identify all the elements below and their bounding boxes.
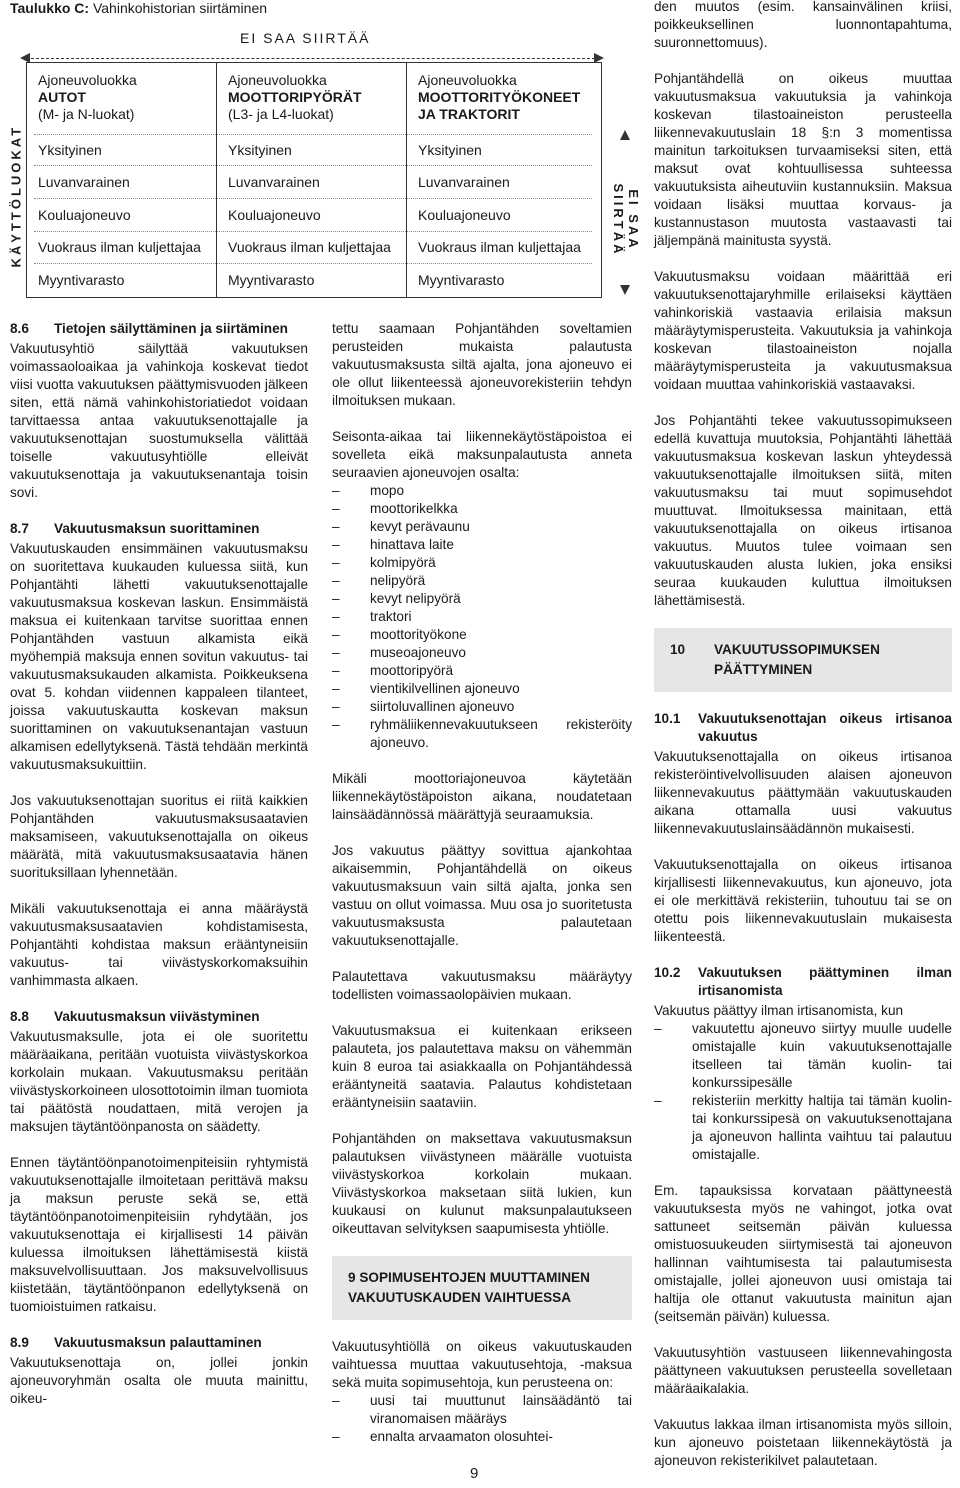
list-item: – ryhmäliikennevakuutukseen rekisteröity ajoneuvo.	[332, 717, 632, 750]
paragraph: Em. tapauksissa korvataan päättyneestä vakuutuksesta myös ne vahingot, jotka ovat sattuneet seitsemän päivän kuluessa omistuosuukeuden siirtymisestä tai ajoneuvon hallinnan vaihtumisesta tai palautumisesta omistajalle, jollei ajoneuvon uusi omistaja tai haltija ole ottanut vakuutusta mainitun ajan (seitsemän päivän) kuluessa.	[654, 1183, 952, 1324]
paragraph: Ennen täytäntöönpanotoimenpiteisiin ryhtymistä vakuutuksenottajalle ilmoitetaan perittävä maksu ja maksun peruste sekä se, että täytäntöönpanotoimenpiteisiin ryhdytään, jos vakuutuksenottaja ei kirjallisesti 14 päivän kuluessa ilmoituksen lähettämisestä kiistä maksuvelvollisuuttaan. Jos maksuvelvollisuus kiistetään, täytäntöönpanon edellytyksenä on tuomioistuimen ratkaisu.	[10, 1155, 308, 1314]
paragraph: Jos Pohjantähti tekee vakuutussopimukseen edellä kuvattuja muutoksia, Pohjantähti lähettää vakuutusmaksua koskevan laskun yhteydessä vakuutuksenottajalle ilmoituksen siitä, miten vakuutusmaksu tai muut sopimusehdot muuttuvat. Ilmoituksessa mainitaan, että vakuutuksenottajalla on oikeus irtisanoa vakuutus. Muutos tulee voimaan sen vakuutuskauden alusta lukien, joka ensiksi seuraa kuukauden kuluttua ilmoituksen lähettämisestä.	[654, 413, 952, 608]
caption-prefix: Taulukko C:	[10, 0, 90, 16]
list-item: – siirtoluvallinen ajoneuvo	[332, 699, 515, 714]
paragraph: Vakuutuskauden ensimmäinen vakuutusmaksu on suoritettava kuukauden kuluessa siitä, kun Pohjantähti lähetti vakuutuksenottajalle vakuutusmaksua koskevan laskun. Ensimmäistä maksua ei kuitenkaan tarvitse suorittaa ennen Pohjantähden vastuun alkamista eikä myöhempiä maksuja ennen sovitun vakuutus- tai vakuutusmaksukauden alkamista. Poikkeuksena ovat 5. kohdan viidennen kappaleen tilanteet, joissa vakuutuskautta koskevan maksun suorittaminen on vakuutuksenantajan vastuun alkamisen edellytyksenä. Tästä tehdään merkintä vakuutusmaksukuittiin.	[10, 541, 308, 772]
list-item: – museoajoneuvo	[332, 645, 466, 660]
row-divider	[34, 134, 592, 135]
section-heading-8-9: 8.9 Vakuutusmaksun palauttaminen	[10, 1335, 262, 1350]
table-cell: Kouluajoneuvo	[418, 207, 511, 223]
paragraph: Vakuutuksenottajalla on oikeus irtisanoa kirjallisesti liikennevakuutus, kun ajoneuvo, jota ei ole merkittävä rekisteriin, tuhoutuu tai se on otettu pois liikennevakuutuslain mukaisesta liikenteestä.	[654, 857, 952, 944]
list-item: – traktori	[332, 609, 412, 624]
table-cell: Vuokraus ilman kuljettajaa	[38, 239, 201, 255]
table-cell: Yksityinen	[418, 142, 482, 158]
table-cell: Myyntivarasto	[418, 272, 505, 288]
list-item: – moottoripyörä	[332, 663, 454, 678]
change-grounds-list	[332, 1392, 632, 1446]
paragraph: Vakuutusmaksua ei kuitenkaan erikseen palauteta, jos palautettava maksu on vähemmän kuin 8 euroa tai asiakkaalla on Pohjantähdessä erääntyneitä saatavia. Palautus kohdistetaan erääntyneisiin saataviin.	[332, 1023, 632, 1110]
paragraph: Vakuutus lakkaa ilman irtisanomista myös silloin, kun ajoneuvo poistetaan liikennekäytöstä ja ajoneuvon rekisterikilvet palautetaan.	[654, 1417, 952, 1468]
arrow-down-icon	[620, 285, 630, 295]
paragraph: Mikäli moottoriajoneuvoa käytetään liikennekäytöstäpoiston aikana, noudatetaan lainsäädännössä määrättyjä seuraamuksia.	[332, 771, 632, 822]
paragraph: Vakuutusmaksu voidaan määrittää eri vakuutuksenottajaryhmille erilaiseksi käyttäen vahinkoriskiä vastaavia erilaisia maksun määräytymisperusteita. Vakuutuksia ja vahinkoja koskevan tilastoaineiston nojalla määräytymisperusteita ja vakuutusmaksua voidaan muuttaa vahinkoriskiä vastaavaksi.	[654, 269, 952, 392]
no-transfer-label-horizontal: EI SAA SIIRTÄÄ	[240, 30, 371, 46]
column-middle	[332, 320, 632, 1464]
list-item: – kevyt nelipyörä	[332, 591, 461, 606]
row-divider	[34, 165, 592, 166]
list-item: – moottorityökone	[332, 627, 467, 642]
list-item: – rekisteriin merkitty haltija tai tämän kuolin- tai konkurssipesä on vakuutuksenottajana ja ajoneuvon hallinta vaihtuu tai palautuu omistajalle.	[654, 1093, 952, 1162]
table-cell: Kouluajoneuvo	[228, 207, 321, 223]
arrow-up-icon	[620, 130, 630, 140]
table-cell: Vuokraus ilman kuljettajaa	[228, 239, 391, 255]
section-box-10: 10 VAKUUTUSSOPIMUKSEN PÄÄTTYMINEN	[654, 628, 952, 692]
excluded-vehicles-list	[332, 482, 632, 752]
table-cell: Luvanvarainen	[228, 174, 320, 190]
section-heading-10-1: 10.1 Vakuutuksenottajan oikeus irtisanoa vakuutus	[654, 711, 952, 744]
paragraph: Mikäli vakuutuksenottaja ei anna määräystä vakuutusmaksusaatavien kohdistamisesta, Pohjantähti kohdistaa maksun erääntyneisiin vakuutus- tai viivästyskorkomaksuihin vanhimmasta alkaen.	[10, 901, 308, 988]
paragraph: den muutos (esim. kansainvälinen kriisi, poikkeuksellinen luonnontapahtuma, suuronnettomuus).	[654, 0, 952, 50]
section-heading-8-6: 8.6 Tietojen säilyttäminen ja siirtäminen	[10, 321, 288, 336]
table-cell: Luvanvarainen	[38, 174, 130, 190]
paragraph: Vakuutuksenottaja on, jollei jonkin ajoneuvoryhmän osalta ole muuta mainittu, oikeu-	[10, 1355, 308, 1406]
section-heading-10-2: 10.2 Vakuutuksen päättyminen ilman irtisanomista	[654, 965, 952, 998]
table-cell: Yksityinen	[228, 142, 292, 158]
header-machines: Ajoneuvoluokka MOOTTORITYÖKONEET JA TRAKTORIT	[418, 72, 581, 122]
paragraph: Jos vakuutuksenottajan suoritus ei riitä kaikkien Pohjantähden vakuutusmaksusaatavien maksamiseen, vakuutuksenottajalla on oikeus määrätä, mitä vakuutusmaksusaatavia hänen suorituksillaan lyhennetään.	[10, 793, 308, 880]
table-cell: Luvanvarainen	[418, 174, 510, 190]
column-left	[10, 320, 308, 1426]
table-caption	[10, 0, 267, 16]
paragraph: Vakuutus päättyy ilman irtisanomista, kun	[654, 1003, 904, 1018]
page-number: 9	[470, 1465, 479, 1482]
list-item: – hinattava laite	[332, 537, 454, 552]
section-heading-8-7: 8.7 Vakuutusmaksun suorittaminen	[10, 521, 260, 536]
table-cell: Vuokraus ilman kuljettajaa	[418, 239, 581, 255]
section-box-9: 9 SOPIMUSEHTOJEN MUUTTAMINEN VAKUUTUSKAUDEN VAIHTUESSA	[332, 1256, 632, 1320]
paragraph: Vakuutusyhtiöllä on oikeus vakuutuskauden vaihtuessa muuttaa vakuutusehtoja, -maksua sekä muita sopimusehtoja, kun perusteena on:	[332, 1339, 632, 1390]
paragraph: tettu saamaan Pohjantähden soveltamien perusteiden mukaista palautusta vakuutusmaksusta siltä ajalta, jona ajoneuvo ei ole ollut liikenteessä ajoneuvorekisteriin tehdyn ilmoituksen mukaan.	[332, 321, 632, 408]
paragraph: Pohjantähdellä on oikeus muuttaa vakuutusmaksua vakuutuksia ja vahinkoja koskevan tilastoaineiston perusteella liikennevakuutuslain 18 §:n 3 momentissa mainitun tarkoituksen turvaamiseksi siten, että maksut ovat kohtuullisessa suhteessa vakuutuksista aiheutuviin kustannuksiin. Maksua voidaan lisäksi muuttaa korvaus- ja kustannustason muutosta vastaavasti tai jäljempänä mainitusta syystä.	[654, 71, 952, 248]
paragraph: Jos vakuutus päättyy sovittua ajankohtaa aikaisemmin, Pohjantähdellä on oikeus vakuutusmaksuun vain siltä ajalta, jonka sen vastuu on ollut voimassa. Muu osa jo suoritetusta vakuutusmaksusta palautetaan vakuutuksenottajalle.	[332, 843, 632, 948]
table-cell: Yksityinen	[38, 142, 102, 158]
table-cell: Kouluajoneuvo	[38, 207, 131, 223]
list-item: – moottorikelkka	[332, 501, 458, 516]
paragraph: Palautettava vakuutusmaksu määräytyy todellisten voimassaolopäivien mukaan.	[332, 969, 632, 1002]
list-item: – kolmipyörä	[332, 555, 436, 570]
caption-text: Vahinkohistorian siirtäminen	[89, 0, 268, 16]
header-motorcycles: Ajoneuvoluokka MOOTTORIPYÖRÄT (L3- ja L4-luokat)	[228, 72, 362, 122]
paragraph: Vakuutusyhtiö säilyttää vakuutuksen voimassaoloaikaa ja vahinkoja koskevat tiedot viisi vuotta vakuutuksen päättymisvuoden jälkeen siten, että nämä vahinkohistoriatiedot voidaan tarvittaessa antaa vakuutuksenottajalle ja vakuutuksenottajan suostumuksella välittää toiselle vakuutusyhtiölle elleivät vakuutuksenottaja ja vakuutuksenantaja toisin sovi.	[10, 341, 308, 500]
row-divider	[34, 263, 592, 264]
paragraph: Vakuutusyhtiön vastuuseen liikennevahingosta päättyneen vakuutuksen perusteella sovelletaan määräaikalakia.	[654, 1345, 952, 1396]
paragraph: Vakuutuksenottajalla on oikeus irtisanoa rekisteröintivelvollisuuden alaisen ajoneuvon liikennevakuutus päättymään vakuutuskauden aikana ottamalla uusi vakuutus liikennevakuutuslainsäädännön mukaisesti.	[654, 749, 952, 836]
paragraph: Pohjantähden on maksettava vakuutusmaksun palautuksen viivästyneen määrälle vuotuista viivästyskorkoa korkolain mukaan. Viivästyskorkoa maksetaan siitä lukien, kun kuukausi on kulunut maksunpalautukseen oikeuttavan selvityksen saapumisesta yhtiölle.	[332, 1131, 632, 1236]
paragraph: Vakuutusmaksulle, jota ei ole suoritettu määräaikana, peritään vuotuista viivästyskorkoa korkolain mukaan. Vakuutusmaksu peritään viivästyskorkoineen ulosottotoimin ilman tuomiota tai päätöstä noudattaen, mitä verojen ja maksujen täytäntöönpanosta on säädetty.	[10, 1029, 308, 1134]
list-item: – nelipyörä	[332, 573, 426, 588]
termination-conditions-list	[654, 1020, 952, 1164]
list-item: – ennalta arvaamaton olosuhtei-	[332, 1429, 553, 1444]
table-cell: Myyntivarasto	[38, 272, 125, 288]
horizontal-arrow-line	[26, 58, 600, 60]
paragraph: Seisonta-aikaa tai liikennekäytöstäpoistoa ei sovelleta eikä maksunpalautusta anneta seuraavien ajoneuvojen osalta:	[332, 429, 632, 480]
list-item: – kevyt perävaunu	[332, 519, 470, 534]
section-heading-8-8: 8.8 Vakuutusmaksun viivästyminen	[10, 1009, 260, 1024]
table-cell: Myyntivarasto	[228, 272, 315, 288]
header-cars: Ajoneuvoluokka AUTOT (M- ja N-luokat)	[38, 72, 137, 122]
row-divider	[34, 198, 592, 199]
list-item: – mopo	[332, 483, 405, 498]
row-divider	[34, 231, 592, 232]
list-item: – vientikilvellinen ajoneuvo	[332, 681, 520, 696]
column-right	[654, 0, 952, 1488]
list-item: – uusi tai muuttunut lainsäädäntö tai viranomaisen määräys	[332, 1393, 632, 1426]
list-item: – vakuutettu ajoneuvo siirtyy muulle uudelle omistajalle kuin vakuutuksenottajalle itselleen tai tämän kuolin- tai konkurssipesälle	[654, 1021, 952, 1090]
usage-classes-label: KÄYTTÖLUOKAT	[8, 124, 24, 268]
no-transfer-label-vertical: EI SAA SIIRTÄÄ	[611, 183, 641, 257]
